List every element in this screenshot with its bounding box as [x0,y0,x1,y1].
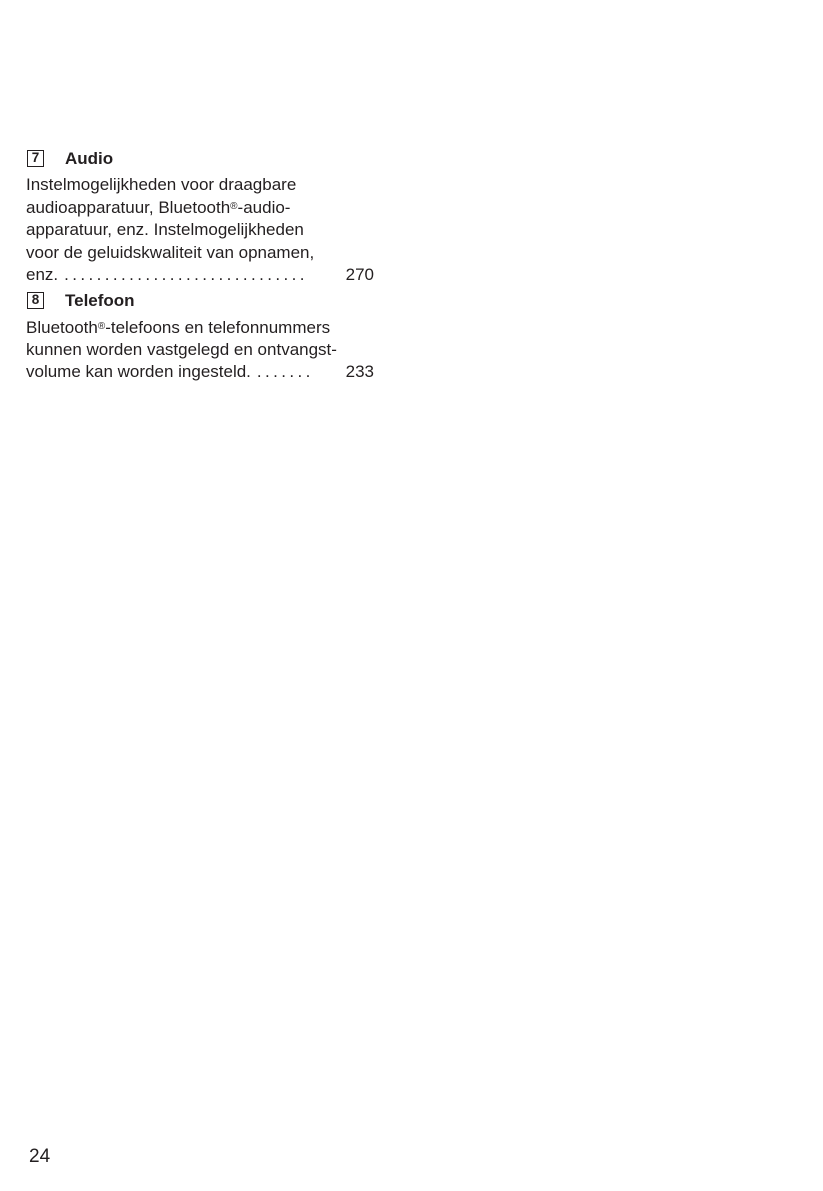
section-description [26,174,374,286]
page-reference: 270 [345,264,374,284]
section-heading [26,146,374,170]
section-heading [26,288,374,312]
registered-mark: ® [230,201,238,213]
table-of-contents [26,146,374,384]
section-number-badge: 8 [27,292,44,309]
toc-section-audio [26,146,374,286]
description-line: Bluetooth®-telefoons en telefonnummers [26,318,331,338]
description-line: Instelmogelijkheden voor draagbare [26,175,297,194]
description-line: voor de geluidskwaliteit van opnamen, [26,242,315,262]
dot-leader: .............................. [64,264,308,284]
page-reference: 233 [345,362,374,382]
page-number: 24 [29,1146,51,1167]
section-number-badge: 7 [27,150,44,167]
section-title: Audio [65,148,114,168]
description-leader-line [26,361,374,383]
description-line: audioapparatuur, Bluetooth®-audio- [26,198,291,218]
description-leader-line [26,264,374,286]
description-line: apparatuur, enz. Instelmogelijkheden [26,220,304,240]
registered-mark: ® [97,321,106,333]
section-title: Telefoon [65,290,135,310]
description-line: kunnen worden vastgelegd en ontvangst- [26,340,337,360]
dot-leader: ....... [256,362,314,382]
description-line: volume kan worden ingesteld. [26,362,251,382]
section-description [26,316,374,384]
toc-section-telefoon [26,288,374,384]
description-line: enz. [26,264,59,284]
